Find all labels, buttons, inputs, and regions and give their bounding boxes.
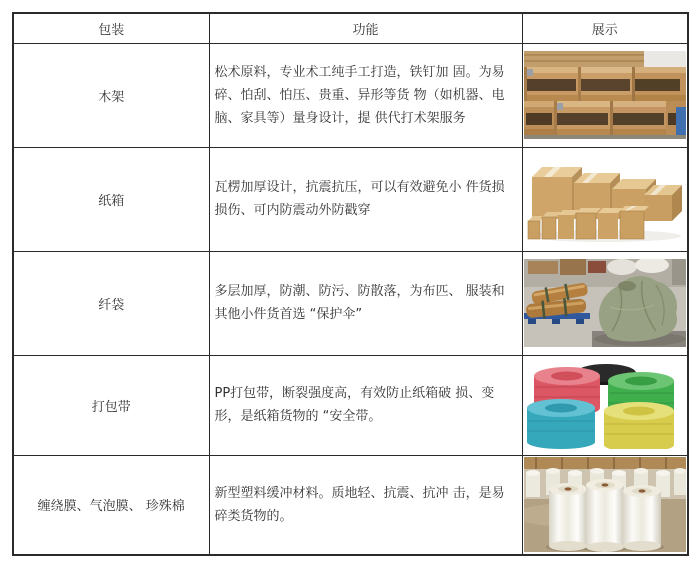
table-row-wooden-frame <box>13 43 688 147</box>
packaging-name: 纤袋 <box>13 251 209 355</box>
display-cell <box>522 43 688 147</box>
woven-bags-photo <box>524 259 686 347</box>
cardboard-boxes-photo <box>524 155 686 243</box>
packaging-name: 木架 <box>13 43 209 147</box>
packaging-name: 缠绕膜、气泡膜、 珍殊棉 <box>13 455 209 555</box>
header-function: 功能 <box>209 13 522 43</box>
strapping-rolls-photo <box>524 361 686 449</box>
header-packaging: 包装 <box>13 13 209 43</box>
display-cell <box>522 455 688 555</box>
function-description: 松术原料，专业术工纯手工打造，铁钉加 固。为易碎、怕刮、怕压、贵重、异形等货 物（如机器、电脑、家具等）量身设计，提 供代打术架服务 <box>209 43 522 147</box>
header-display: 展示 <box>522 13 688 43</box>
table-row-strapping <box>13 355 688 455</box>
function-description: 瓦楞加厚设计，抗震抗压，可以有效避免小 件货损损伤、可内防震动外防戳穿 <box>209 147 522 251</box>
wooden-crates-photo <box>524 51 686 139</box>
stretch-film-rolls-photo <box>524 457 686 552</box>
header-row <box>13 13 688 43</box>
packaging-table <box>12 12 689 556</box>
function-description: 多层加厚，防潮、防污、防散落，为布匹、 服装和其他小件货首选 “保护伞” <box>209 251 522 355</box>
packaging-name: 打包带 <box>13 355 209 455</box>
function-description: 新型塑料缓冲材料。质地轻、抗震、抗冲 击，是易碎类货物的。 <box>209 455 522 555</box>
function-description: PP打包带，断裂强度高，有效防止纸箱破 损、变形，是纸箱货物的 “安全带。 <box>209 355 522 455</box>
table-row-cushioning <box>13 455 688 555</box>
display-cell <box>522 355 688 455</box>
display-cell <box>522 251 688 355</box>
display-cell <box>522 147 688 251</box>
table-row-woven-bag <box>13 251 688 355</box>
packaging-name: 纸箱 <box>13 147 209 251</box>
table-row-carton <box>13 147 688 251</box>
